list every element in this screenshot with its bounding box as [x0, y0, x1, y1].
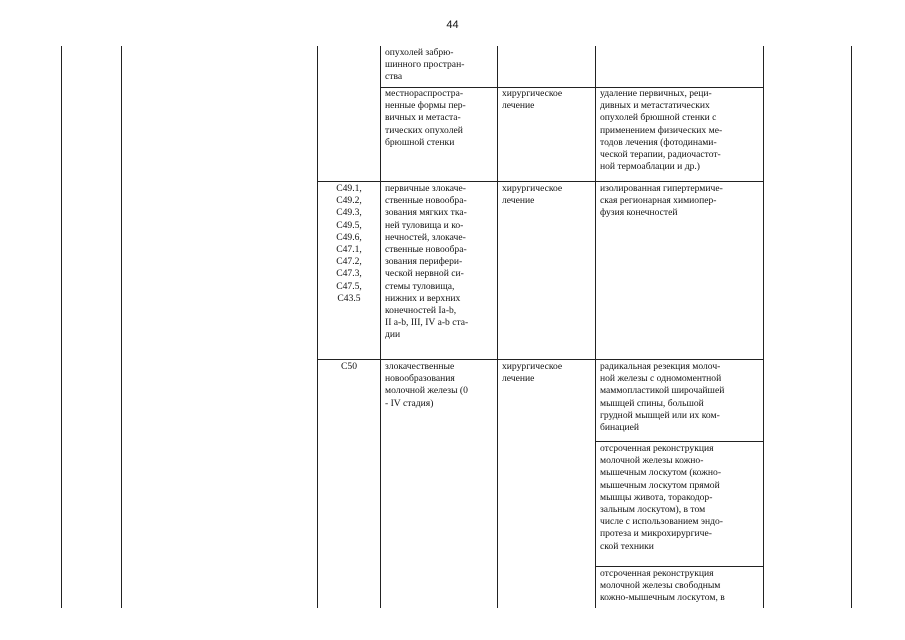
table-cell-disease: местнораспростра- ненные формы пер- вичных и метаста- тических опухолей брюшной стенки	[385, 88, 466, 148]
row-divider	[317, 359, 763, 360]
table-cell-method: отсроченная реконструкция молочной железы свободным кожно-мышечным лоскутом, в	[600, 568, 725, 604]
table-cell-codes: C50	[341, 361, 357, 372]
table-cell-disease: опухолей забрю- шинного простран- ства	[385, 47, 465, 83]
row-divider	[595, 566, 763, 567]
column-divider	[61, 46, 62, 608]
table-cell-treatment: хирургическое лечение	[502, 361, 563, 385]
column-divider	[595, 46, 596, 608]
column-divider	[763, 46, 764, 608]
table-cell-method: изолированная гипертермиче- ская регионарная химиопер- фузия конечностей	[600, 183, 723, 219]
column-divider	[851, 46, 852, 608]
row-divider	[595, 441, 763, 442]
table-cell-treatment: хирургическое лечение	[502, 183, 563, 207]
table-cell-disease: злокачественные новообразования молочной железы (0 - IV стадия)	[385, 361, 468, 409]
column-divider	[380, 46, 381, 608]
page-number: 44	[446, 19, 459, 31]
table-cell-codes: C49.1, C49.2, C49.3, C49.5, C49.6, C47.1, C47.2, C47.3, C47.5, C43.5	[336, 183, 362, 304]
table-cell-treatment: хирургическое лечение	[502, 88, 563, 112]
column-divider	[317, 46, 318, 608]
table-cell-method: радикальная резекция молоч- ной железы с одномоментной маммопластикой широчайшей мышцей спины, большой грудной мышцей или их ком- бинацией	[600, 361, 725, 434]
column-divider	[497, 46, 498, 608]
table-cell-disease: первичные злокаче- ственные новообра- зования мягких тка- ней туловища и ко- нечностей, злокаче- ственные новообра- зования перифери- ческой нервной си- стемы туловища, нижних и верхних конечностей Ia-b, II a-b, III, IV a-b ста- дии	[385, 183, 469, 341]
row-divider	[317, 181, 763, 182]
table-cell-method: отсроченная реконструкция молочной железы кожно- мышечным лоскутом (кожно- мышечным лоскутом прямой мышцы живота, торакодор- зальным лоскутом), в том числе с использованием эндо- протеза и микрохирургиче- ской техники	[600, 443, 723, 552]
table-cell-method: удаление первичных, реци- дивных и метастатических опухолей брюшной стенки с применением физических ме- тодов лечения (фотодинами- ческой терапии, радиочастот- ной термоаблации и др.)	[600, 88, 723, 173]
column-divider	[121, 46, 122, 608]
